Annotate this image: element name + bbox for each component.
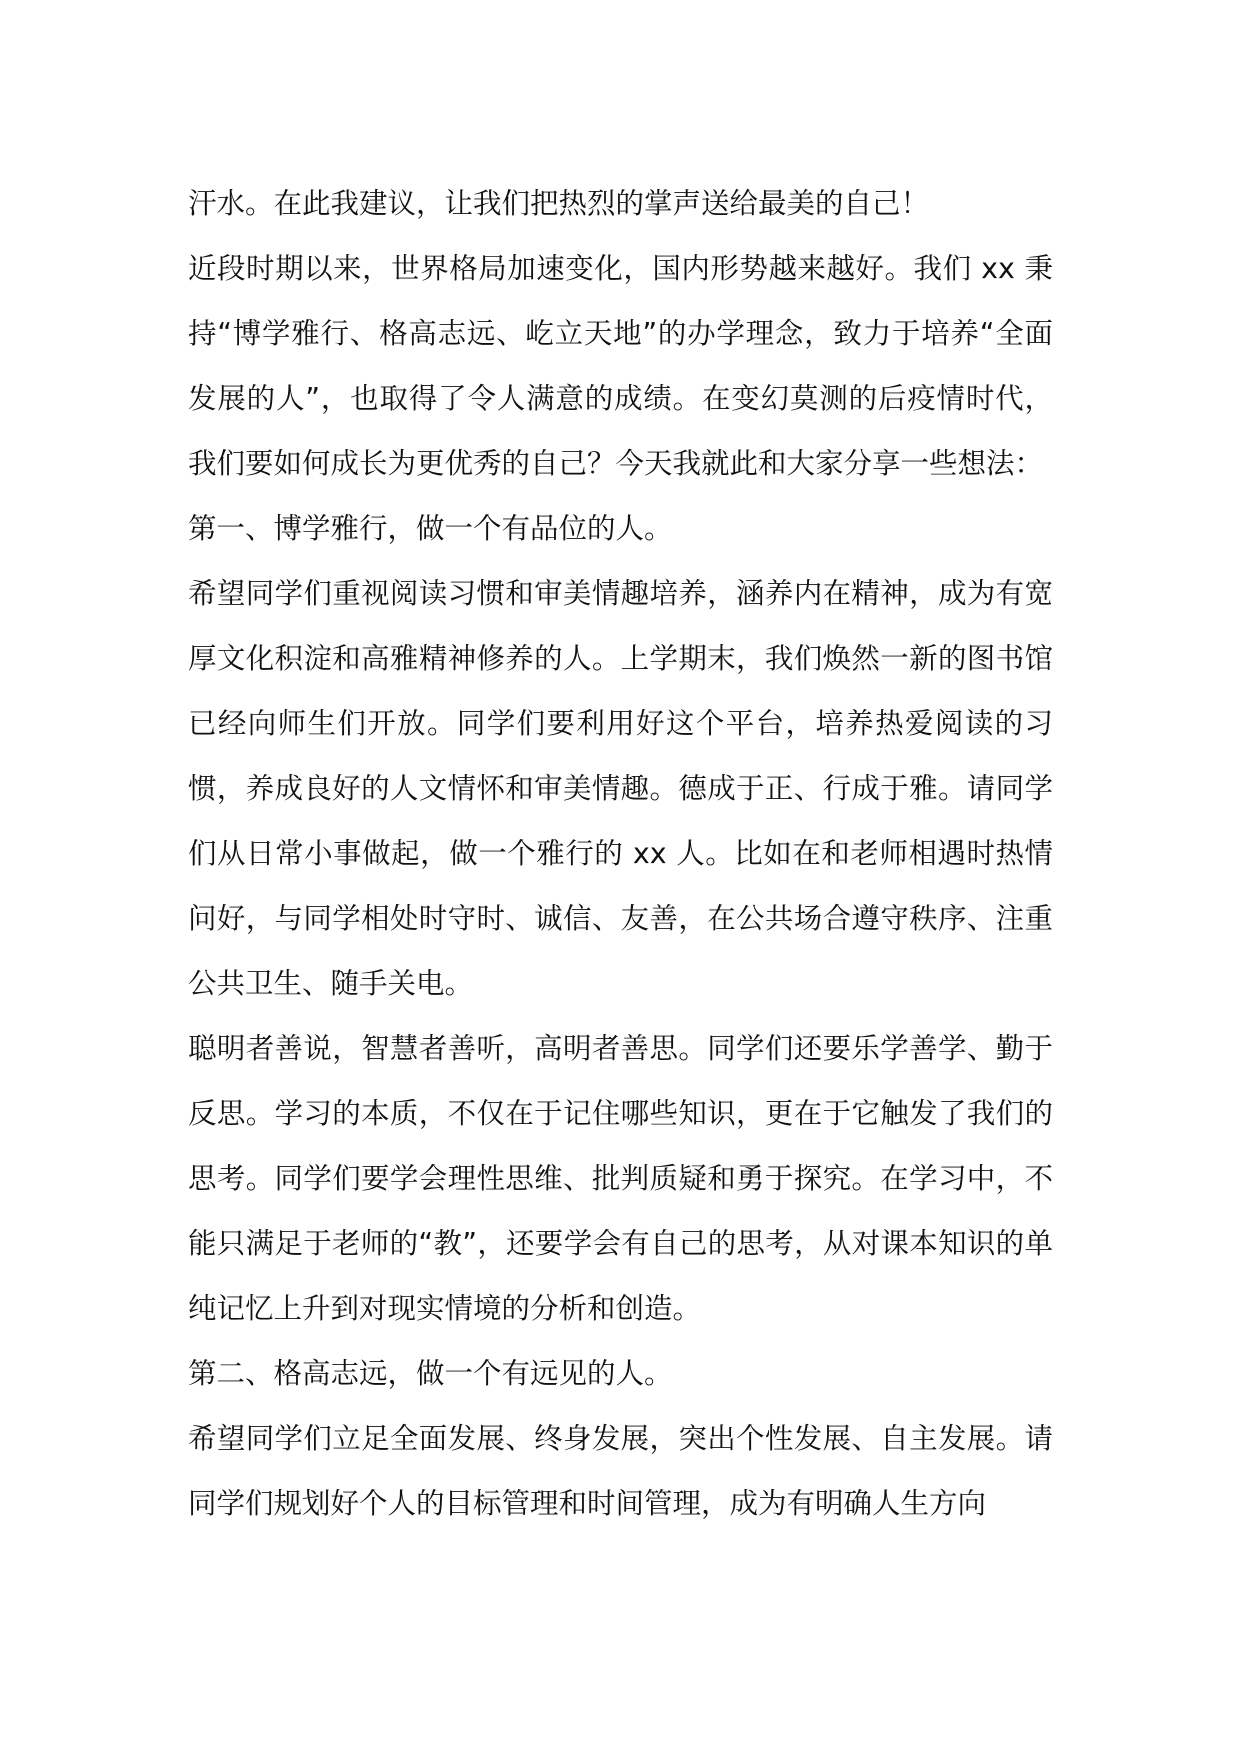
paragraph-thinking: 聪明者善说，智慧者善听，高明者善思。同学们还要乐学善学、勤于反思。学习的本质，不仅在于记住哪些知识，更在于它触发了我们的思考。同学们要学会理性思维、批判质疑和勇于探究。在学习中，不能只满足于老师的“教”，还要学会有自己的思考，从对课本知识的单纯记忆上升到对现实情境的分析和创造。 [188, 1032, 1053, 1325]
document-body [188, 171, 1053, 1536]
paragraph-continuation: 汗水。在此我建议，让我们把热烈的掌声送给最美的自己！ [188, 187, 930, 220]
section-heading-2: 第二、格高志远，做一个有远见的人。 [188, 1357, 673, 1390]
section-heading-1: 第一、博学雅行，做一个有品位的人。 [188, 512, 673, 545]
paragraph-reading: 希望同学们重视阅读习惯和审美情趣培养，涵养内在精神，成为有宽厚文化积淀和高雅精神修养的人。上学期末，我们焕然一新的图书馆已经向师生们开放。同学们要利用好这个平台，培养热爱阅读的习惯，养成良好的人文情怀和审美情趣。德成于正、行成于雅。请同学们从日常小事做起，做一个雅行的 xx 人。比如在和老师相遇时热情问好，与同学相处时守时、诚信、友善，在公共场合遵守秩序、注重公共卫生、随手关电。 [188, 577, 1053, 1000]
paragraph-development: 希望同学们立足全面发展、终身发展，突出个性发展、自主发展。请同学们规划好个人的目标管理和时间管理，成为有明确人生方向 [188, 1422, 1053, 1520]
paragraph-intro: 近段时期以来，世界格局加速变化，国内形势越来越好。我们 xx 秉持“博学雅行、格高志远、屹立天地”的办学理念，致力于培养“全面发展的人”，也取得了令人满意的成绩。在变幻莫测的后疫情时代，我们要如何成长为更优秀的自己？今天我就此和大家分享一些想法： [188, 252, 1053, 480]
